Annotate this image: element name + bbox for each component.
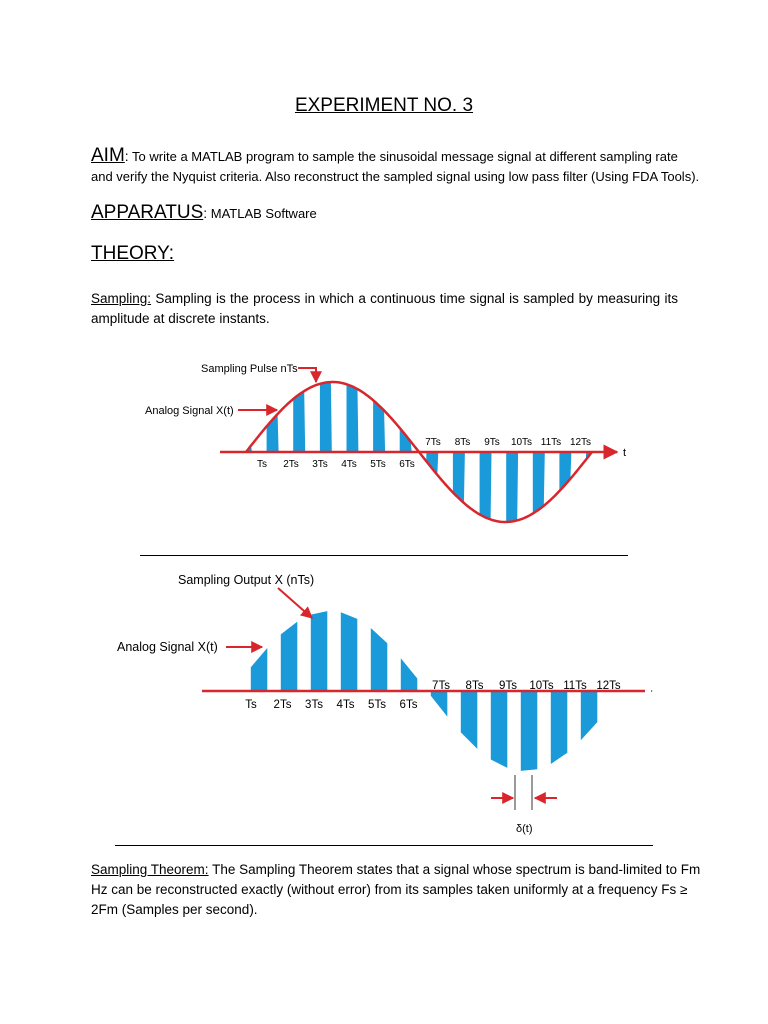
axis-t-label: t bbox=[623, 447, 627, 459]
sampling-pulse-label: Sampling Pulse nTs bbox=[201, 363, 298, 375]
tick-label: 11Ts bbox=[540, 437, 562, 448]
aim-colon: : bbox=[124, 148, 129, 164]
delta-label: δ(t) bbox=[516, 823, 533, 835]
analog-signal-label-2: Analog Signal X(t) bbox=[117, 640, 218, 654]
sampling-theorem-line3: 2Fm (Samples per second). bbox=[91, 902, 258, 917]
sample-bar bbox=[461, 691, 478, 749]
tick-label: 10Ts bbox=[510, 437, 533, 448]
aim-text-line1: To write a MATLAB program to sample the sinusoidal message signal at different sampling rate bbox=[128, 149, 678, 164]
tick-label: 4Ts bbox=[336, 699, 355, 711]
tick-label: 5Ts bbox=[368, 699, 386, 711]
sampling-line1: Sampling is the process in which a continuous time signal is sampled by measuring its bbox=[151, 291, 678, 306]
aim-label: AIM bbox=[91, 145, 125, 166]
sample-bar bbox=[281, 622, 298, 691]
sample-bar bbox=[401, 658, 418, 691]
tick-label: 6Ts bbox=[399, 699, 418, 711]
tick-label: 12Ts bbox=[569, 437, 592, 448]
sample-bar bbox=[521, 691, 538, 771]
sample-bar bbox=[311, 611, 328, 691]
tick-label: 7Ts bbox=[432, 680, 450, 692]
apparatus-text: MATLAB Software bbox=[207, 206, 317, 221]
apparatus-colon: : bbox=[203, 205, 208, 221]
tick-label: 9Ts bbox=[499, 680, 517, 692]
tick-label: 5Ts bbox=[370, 459, 386, 470]
sampling-line2: amplitude at discrete instants. bbox=[91, 311, 270, 326]
axis-end-mark: ᐧ bbox=[650, 686, 653, 698]
tick-label: 3Ts bbox=[312, 459, 328, 470]
divider-2 bbox=[115, 845, 653, 846]
sample-bar bbox=[371, 628, 388, 691]
sampling-label: Sampling: bbox=[91, 291, 152, 306]
sampling-theorem-line1: The Sampling Theorem states that a signal whose spectrum is band-limited to Fm bbox=[208, 862, 701, 877]
tick-label: 11Ts bbox=[563, 680, 587, 692]
sampling-theorem-line2: Hz can be reconstructed exactly (without error) from its samples taken uniformly at a frequency Fs ≥ bbox=[91, 882, 688, 897]
sampling-theorem-paragraph bbox=[91, 860, 701, 920]
tick-label: 7Ts bbox=[425, 437, 441, 448]
apparatus-label: APPARATUS bbox=[91, 202, 204, 223]
sample-bar bbox=[251, 648, 267, 691]
tick-label: 8Ts bbox=[454, 437, 471, 448]
tick-label: 4Ts bbox=[341, 459, 357, 470]
sample-bar bbox=[491, 691, 508, 768]
sample-bar bbox=[341, 612, 358, 691]
theory-label: THEORY: bbox=[91, 243, 175, 264]
tick-label: 3Ts bbox=[305, 699, 323, 711]
output-label-arrow bbox=[278, 588, 312, 618]
tick-label: 10Ts bbox=[529, 680, 554, 692]
tick-label: 2Ts bbox=[283, 459, 299, 470]
tick-label: Ts bbox=[245, 699, 257, 711]
analog-signal-label: Analog Signal X(t) bbox=[145, 405, 234, 417]
tick-labels-bottom-2 bbox=[245, 699, 417, 711]
aim-text-line2: and verify the Nyquist criteria. Also reconstruct the sampled signal using low pass filter (Using FDA Tools). bbox=[91, 169, 700, 184]
tick-label: 6Ts bbox=[399, 459, 415, 470]
tick-label: Ts bbox=[257, 459, 267, 470]
sampling-output-label: Sampling Output X (nTs) bbox=[178, 573, 315, 587]
tick-label: 9Ts bbox=[484, 437, 500, 448]
sample-bar bbox=[551, 691, 568, 764]
sampling-theorem-label: Sampling Theorem: bbox=[91, 862, 209, 877]
tick-label: 8Ts bbox=[465, 680, 484, 692]
page-title: EXPERIMENT NO. 3 bbox=[294, 95, 474, 116]
tick-label: 2Ts bbox=[273, 699, 292, 711]
sample-bar bbox=[431, 691, 448, 717]
sample-bar bbox=[581, 691, 598, 740]
tick-label: 12Ts bbox=[596, 680, 621, 692]
